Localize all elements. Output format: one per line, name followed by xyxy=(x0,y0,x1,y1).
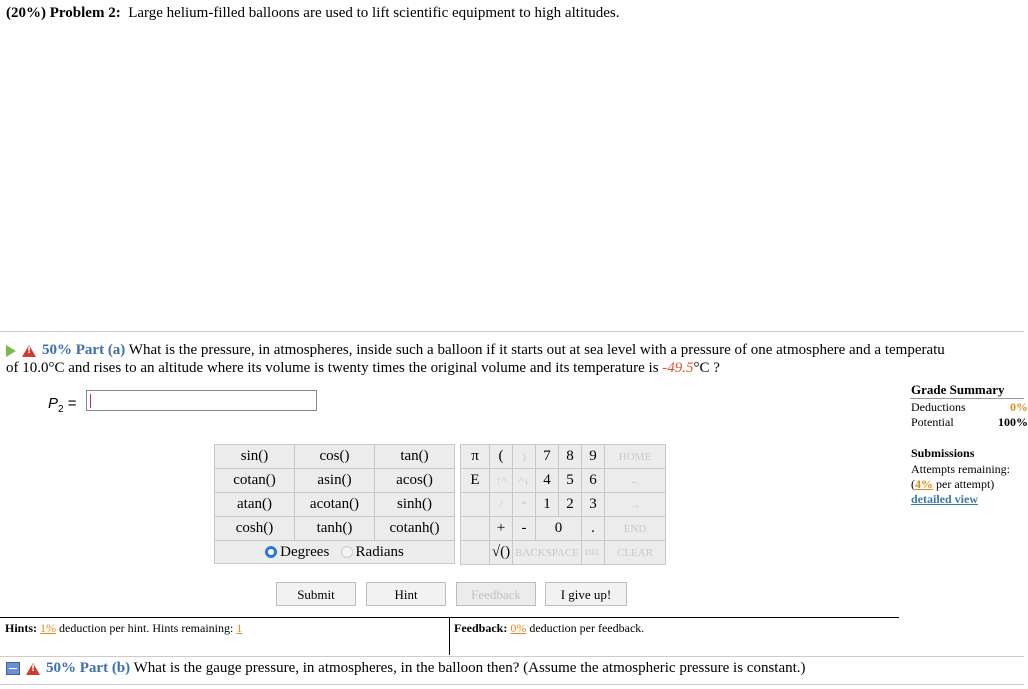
grade-summary-rule xyxy=(910,398,1024,399)
key-8[interactable]: 8 xyxy=(559,445,582,469)
key-home[interactable]: HOME xyxy=(605,445,666,469)
hints-info xyxy=(5,621,242,636)
part-a-separator xyxy=(0,331,1024,332)
answer-label xyxy=(48,395,77,415)
key-0[interactable]: 0 xyxy=(536,517,582,541)
deductions-label: Deductions xyxy=(911,400,966,414)
degrees-radio[interactable] xyxy=(265,546,277,558)
hints-percent: 1% xyxy=(40,621,57,635)
key-decimal[interactable]: . xyxy=(582,517,605,541)
key-1[interactable]: 1 xyxy=(536,493,559,517)
answer-input[interactable] xyxy=(86,390,317,411)
feedback-button[interactable]: Feedback xyxy=(456,582,536,606)
grade-summary-title: Grade Summary xyxy=(911,382,1005,397)
warning-icon xyxy=(22,345,36,357)
key-atan[interactable]: atan() xyxy=(215,493,295,517)
answer-variable: P xyxy=(48,395,59,412)
problem-statement: Large helium-filled balloons are used to lift scientific equipment to high altitudes. xyxy=(128,5,620,21)
key-sqrt[interactable]: √() xyxy=(490,541,513,565)
key-del[interactable]: DEL xyxy=(582,541,605,565)
key-cotanh[interactable]: cotanh() xyxy=(375,517,455,541)
key-close-paren[interactable]: ) xyxy=(513,445,536,469)
key-acotan[interactable]: acotan() xyxy=(295,493,375,517)
detailed-view-link[interactable]: detailed view xyxy=(911,492,978,506)
key-backspace[interactable]: BACKSPACE xyxy=(513,541,582,565)
key-blank-1 xyxy=(461,493,490,517)
key-tanh[interactable]: tanh() xyxy=(295,517,375,541)
key-left-arrow[interactable]: ← xyxy=(605,469,666,493)
key-open-paren[interactable]: ( xyxy=(490,445,513,469)
radians-radio[interactable] xyxy=(341,546,353,558)
key-right-arrow[interactable]: → xyxy=(605,493,666,517)
key-3[interactable]: 3 xyxy=(582,493,605,517)
hints-label: Hints: xyxy=(5,621,38,635)
bottom-rule xyxy=(0,684,1024,685)
problem-header xyxy=(6,5,619,22)
hints-feedback-divider xyxy=(449,617,450,655)
part-b-separator xyxy=(0,656,1024,657)
key-6[interactable]: 6 xyxy=(582,469,605,493)
per-attempt-text: per attempt) xyxy=(936,477,995,491)
key-pi[interactable]: π xyxy=(461,445,490,469)
key-clear[interactable]: CLEAR xyxy=(605,541,666,565)
deductions-value: 0% xyxy=(1010,400,1028,414)
key-sinh[interactable]: sinh() xyxy=(375,493,455,517)
key-divide[interactable]: / xyxy=(490,493,513,517)
part-b-percent: 50% xyxy=(46,660,76,676)
key-tan[interactable]: tan() xyxy=(375,445,455,469)
potential-value: 100% xyxy=(998,415,1028,429)
feedback-label: Feedback: xyxy=(454,621,508,635)
hint-button[interactable]: Hint xyxy=(366,582,446,606)
key-minus[interactable]: - xyxy=(513,517,536,541)
answer-equals: = xyxy=(67,395,77,412)
part-a-header xyxy=(6,342,945,359)
part-a-percent: 50% xyxy=(42,342,72,358)
part-a-label: Part (a) xyxy=(75,342,126,358)
potential-label: Potential xyxy=(911,415,954,429)
submit-button[interactable]: Submit xyxy=(276,582,356,606)
part-a-question-line1: What is the pressure, in atmospheres, inside such a balloon if it starts out at sea level with a pressure of one atmosphere and a temperatu xyxy=(128,342,945,358)
text-cursor xyxy=(90,394,91,408)
problem-label: Problem 2: xyxy=(49,5,121,21)
key-blank-3 xyxy=(461,541,490,565)
key-2[interactable]: 2 xyxy=(559,493,582,517)
key-plus[interactable]: + xyxy=(490,517,513,541)
degrees-label: Degrees xyxy=(280,543,330,560)
key-cos[interactable]: cos() xyxy=(295,445,375,469)
key-up-power[interactable]: ↑^ xyxy=(490,469,513,493)
angle-mode-row xyxy=(215,541,455,564)
attempts-remaining: Attempts remaining: xyxy=(911,462,1010,476)
key-4[interactable]: 4 xyxy=(536,469,559,493)
number-keypad xyxy=(460,444,666,565)
part-b-label: Part (b) xyxy=(79,660,131,676)
expand-arrow-icon[interactable] xyxy=(6,345,16,357)
key-5[interactable]: 5 xyxy=(559,469,582,493)
attempt-deduction: (4% per attempt) xyxy=(911,477,995,491)
key-cotan[interactable]: cotan() xyxy=(215,469,295,493)
key-asin[interactable]: asin() xyxy=(295,469,375,493)
radians-label: Radians xyxy=(355,543,404,560)
attempt-percent: 4% xyxy=(915,477,933,491)
key-acos[interactable]: acos() xyxy=(375,469,455,493)
submissions-title: Submissions xyxy=(911,446,975,460)
part-a-question-post: °C ? xyxy=(693,360,720,376)
part-a-question-line2 xyxy=(6,360,720,377)
key-down-power[interactable]: ^↓ xyxy=(513,469,536,493)
key-blank-2 xyxy=(461,517,490,541)
hints-remaining: 1 xyxy=(236,621,243,635)
key-7[interactable]: 7 xyxy=(536,445,559,469)
key-9[interactable]: 9 xyxy=(582,445,605,469)
part-b-header xyxy=(6,660,806,677)
key-e[interactable]: E xyxy=(461,469,490,493)
answer-subscript: 2 xyxy=(58,404,64,415)
problem-weight: (20%) xyxy=(6,5,46,21)
key-cosh[interactable]: cosh() xyxy=(215,517,295,541)
key-end[interactable]: END xyxy=(605,517,666,541)
function-keypad xyxy=(214,444,455,564)
warning-icon xyxy=(26,663,40,675)
collapse-icon[interactable] xyxy=(6,662,20,675)
give-up-button[interactable]: I give up! xyxy=(545,582,627,606)
temperature-value: -49.5 xyxy=(662,360,694,376)
key-sin[interactable]: sin() xyxy=(215,445,295,469)
feedback-text: deduction per feedback. xyxy=(529,621,645,635)
part-b-question: What is the gauge pressure, in atmospheres, in the balloon then? (Assume the atmospheric pressure is constant.) xyxy=(133,660,806,676)
feedback-percent: 0% xyxy=(510,621,527,635)
hints-text: deduction per hint. Hints remaining: xyxy=(59,621,234,635)
key-multiply[interactable]: * xyxy=(513,493,536,517)
feedback-info xyxy=(454,621,644,636)
part-a-question-pre: of 10.0°C and rises to an altitude where its volume is twenty times the original volume and its temperature is xyxy=(6,360,659,376)
